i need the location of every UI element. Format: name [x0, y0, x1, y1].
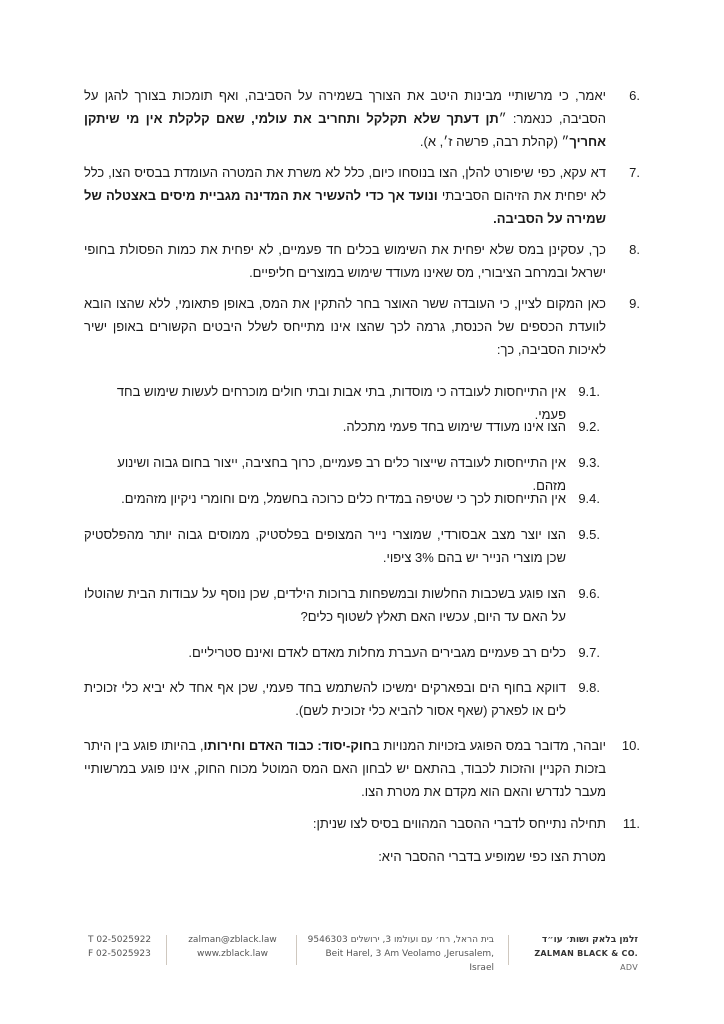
footer-fax: F 02-5025923 [88, 949, 151, 959]
paragraph-number: 9. [629, 296, 640, 311]
footer-phone-block [88, 933, 158, 961]
paragraph-9 [84, 292, 640, 361]
footer-divider [166, 935, 167, 965]
sub-item-text: כלים רב פעמיים מגבירים העברת מחלות מאדם לאדם ואינם סטריליים. [188, 645, 566, 660]
sub-item-number: 9.1. [578, 384, 600, 399]
paragraph-text: תחילה נתייחס לדברי ההסבר המהווים בסיס לצו שניתן: [312, 816, 606, 831]
footer-divider [296, 935, 297, 965]
sub-item-text: הצו יוצר מצב אבסורדי, שמוצרי נייר המצופים בפלסטיק, ממוסים גבוה יותר מהפלסטיק שכן מוצרי הנייר יש בהם 3% ציפוי. [84, 527, 566, 565]
paragraph-text: , בהיותו פוגע בין היתר בזכות הקניין והזכות לכבוד, בהתאם יש לבחון האם המס המוטל מכוח החוק, אינו פוגע במרשותיי מעבר לנדרש והאם הוא מקדם את מטרת הצו. [84, 738, 606, 799]
sub-item-9-7 [84, 641, 600, 664]
paragraph-text: כאן המקום לציין, כי העובדה ששר האוצר בחר להתקין את המס, באופן פתאומי, ללא שהצו הובא לוועדת הכספים של הכנסת, גרמה לכך שהצו אינו מתייחס לשלל היבטים הקשורים באופן ישיר לאיכות הסביבה, כך: [84, 296, 606, 357]
sub-item-9-2 [84, 415, 600, 438]
sub-item-number: 9.4. [578, 491, 600, 506]
sub-item-number: 9.6. [578, 586, 600, 601]
firm-name-hebrew: זלמן בלאק ושות׳ עו״ד [541, 935, 638, 945]
letterhead-footer [80, 933, 654, 973]
footer-phone: T 02-5025922 [88, 935, 152, 945]
sub-item-9-4 [84, 487, 600, 510]
firm-name-english-text: ZALMAN BLACK & CO. [534, 949, 638, 958]
sub-item-text: דווקא בחוף הים ובפארקים ימשיכו להשתמש בחד פעמי, שכן אף אחד לא יביא כלי זכוכית לים או לפארק (שאף אסור להביא כלי זכוכית לשם). [84, 680, 566, 718]
paragraph-text: יאמר, כי מרשותיי מבינות היטב את הצורך בשמירה על הסביבה, ואף תומכות בצורך להגן על הסביבה, כנאמר: ״ [84, 88, 606, 126]
paragraph-11 [84, 812, 640, 835]
paragraph-text: מטרת הצו כפי שמופיע בדברי ההסבר היא: [378, 849, 606, 864]
footer-address-hebrew: בית הראל, רח׳ עם ועולמו 3, ירושלים 9546303 [307, 935, 494, 945]
paragraph-text: ״ (קהלת רבה, פרשה ז׳, א). [419, 134, 570, 149]
sub-item-9-6 [84, 582, 600, 628]
paragraph-8 [84, 238, 640, 284]
paragraph-number: 10. [621, 738, 640, 753]
sub-item-number: 9.7. [578, 645, 600, 660]
sub-item-9-8 [84, 676, 600, 722]
paragraph-6 [84, 84, 640, 153]
paragraph-text: יובהר, מדובר במס הפוגע בזכויות המנויות ב [371, 738, 607, 753]
paragraph-number: 8. [629, 242, 640, 257]
basic-law-bold: חוק-יסוד: כבוד האדם וחירותו [203, 738, 372, 753]
paragraph-11-continuation [84, 845, 606, 868]
sub-item-text: הצו אינו מעודד שימוש בחד פעמי מתכלה. [342, 419, 566, 434]
footer-address-block [302, 933, 494, 975]
firm-suffix: ADV [620, 963, 638, 972]
sub-item-text: אין התייחסות לעובדה שייצור כלים רב פעמיים, כרוך בחציבה, ייצור בחום גבוה ושינוע מזהם. [117, 455, 566, 493]
firm-name-english [518, 947, 638, 975]
sub-item-number: 9.8. [578, 680, 600, 695]
paragraph-text: כך, עסקינן במס שלא יפחית את השימוש בכלים חד פעמיים, לא יפחית את כמות הפסולת בחופי ישראל ובמרחב הציבורי, מס שאינו מעודד שימוש במוצרים חליפיים. [84, 242, 606, 280]
sub-item-9-5 [84, 523, 600, 569]
sub-item-text: הצו פוגע בשכבות החלשות ובמשפחות ברוכות הילדים, שכן נוסף על עבודות הבית שהוטלו על האם עד היום, עכשיו האם תאלץ לשטוף כלים? [84, 586, 566, 624]
footer-address-english: Beit Harel, 3 Am Veolamo ,Jerusalem, Israel [325, 949, 494, 973]
footer-firm-block [518, 933, 638, 975]
paragraph-bold-text: ונועד אך כדי להעשיר את המדינה מגביית מיסים באצטלה של שמירה על הסביבה. [84, 188, 606, 226]
footer-website[interactable]: www.zblack.law [197, 949, 268, 959]
sub-item-text: אין התייחסות לעובדה כי מוסדות, בתי אבות ובתי חולים מוכרחים לעשות שימוש בחד פעמי. [116, 384, 566, 422]
paragraph-text: דא עקא, כפי שיפורט להלן, הצו בנוסחו כיום, כלל לא משרת את המטרה העומדת בבסיס הצו, כלל לא יפחית את הזיהום הסביבתי [84, 165, 606, 203]
sub-item-text: אין התייחסות לכך כי שטיפה במדיח כלים כרוכה בחשמל, מים וחומרי ניקיון מזהמים. [121, 491, 566, 506]
sub-item-number: 9.2. [578, 419, 600, 434]
footer-divider [508, 935, 509, 965]
paragraph-7 [84, 161, 640, 230]
footer-email[interactable]: zalman@zblack.law [188, 935, 277, 945]
footer-contact-block [175, 933, 290, 961]
sub-item-number: 9.5. [578, 527, 600, 542]
paragraph-number: 6. [629, 88, 640, 103]
paragraph-number: 11. [622, 816, 640, 831]
paragraph-number: 7. [629, 165, 640, 180]
sub-item-number: 9.3. [578, 455, 600, 470]
quote-bold: תן דעתך שלא תקלקל ותחריב את עולמי, שאם קלקלת אין מי שיתקן אחריך [84, 111, 606, 149]
paragraph-10 [84, 734, 640, 803]
